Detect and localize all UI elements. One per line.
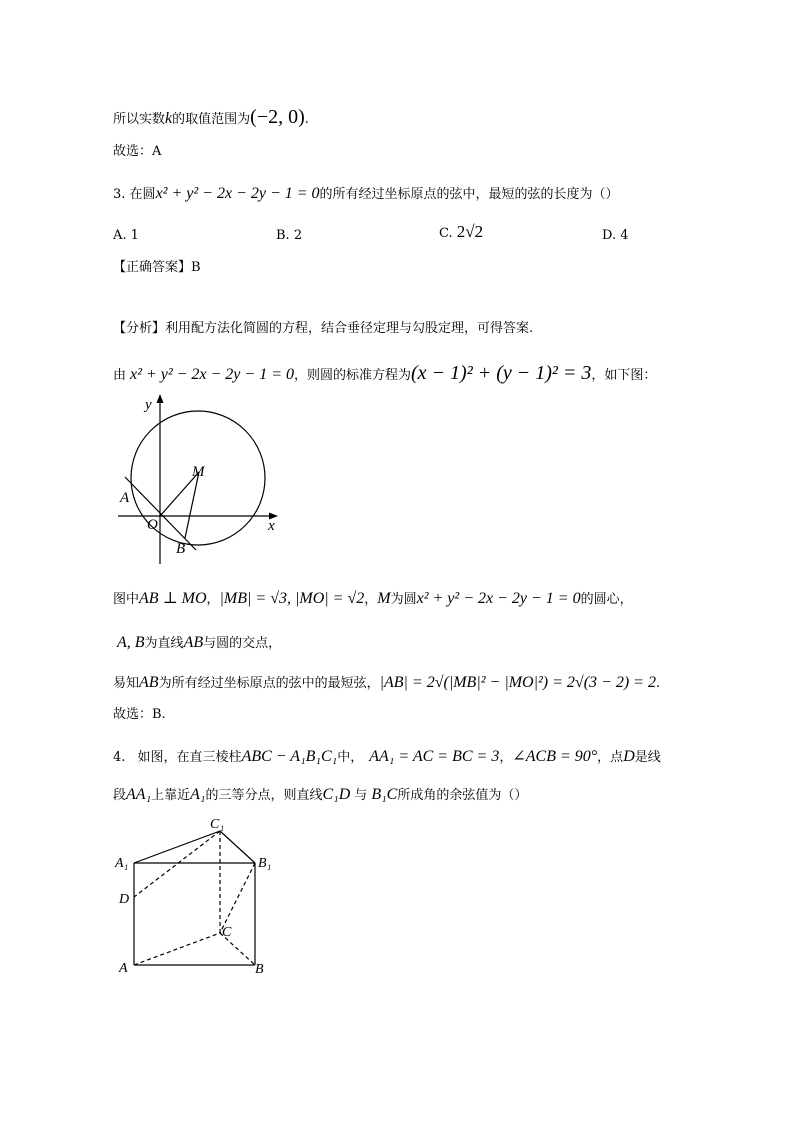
analysis-line: 【分析】利用配方法化简圆的方程，结合垂径定理与勾股定理，可得答案. bbox=[113, 321, 534, 336]
text: 的圆心， bbox=[580, 592, 633, 607]
option-C bbox=[439, 222, 483, 242]
angle-condition: ∠ACB = 90° bbox=[512, 748, 598, 765]
text: ， bbox=[499, 750, 513, 765]
segment-AA1: AA₁ bbox=[126, 786, 152, 803]
text: ，点 bbox=[597, 750, 624, 765]
text: 段 bbox=[113, 788, 127, 803]
text: . bbox=[655, 676, 661, 691]
points-AB: A, B bbox=[117, 634, 145, 651]
solution-line-4 bbox=[113, 674, 660, 693]
text: 所以实数 bbox=[113, 112, 166, 127]
length-values: |MB| = √3, |MO| = √2 bbox=[219, 590, 365, 607]
prism-figure bbox=[110, 815, 280, 980]
answer-line: 【正确答案】B bbox=[113, 260, 201, 275]
question-number: 4. bbox=[113, 750, 126, 765]
option-B: B. 2 bbox=[276, 228, 303, 243]
y-axis-label: y bbox=[145, 397, 152, 413]
choice-A-line: 故选：A bbox=[113, 144, 162, 159]
text: 所成角的余弦值为（） bbox=[397, 788, 528, 803]
text: 由 bbox=[113, 368, 127, 383]
point-A1-label: A₁ bbox=[115, 856, 129, 871]
text: 中， bbox=[337, 750, 364, 765]
text: C. bbox=[439, 226, 453, 241]
point-M-label: M bbox=[192, 464, 205, 480]
question-4-line-1 bbox=[113, 748, 661, 767]
text: 与 bbox=[354, 788, 368, 803]
x-axis-label: x bbox=[268, 518, 275, 534]
standard-equation: (x − 1)² + (y − 1)² = 3 bbox=[411, 362, 592, 384]
chord-length-calc: |AB| = 2√(|MB|² − |MO|²) = 2√(3 − 2) = 2 bbox=[379, 674, 656, 691]
var-M: M bbox=[377, 590, 391, 607]
point-D-label: D bbox=[119, 892, 130, 907]
line-AB: AB bbox=[183, 634, 204, 651]
text: 如图，在直三棱柱 bbox=[137, 750, 242, 765]
text: ， bbox=[364, 592, 378, 607]
text: 图中 bbox=[113, 592, 140, 607]
range-value: (−2, 0) bbox=[250, 106, 305, 128]
text: 的三等分点，则直线 bbox=[205, 788, 323, 803]
text: 的所有经过坐标原点的弦中，最短的弦的长度为（） bbox=[319, 187, 619, 202]
line-C1D: C₁D bbox=[322, 786, 351, 803]
point-B-label: B bbox=[255, 962, 264, 977]
point-B1-label: B₁ bbox=[258, 856, 272, 871]
text: 易知 bbox=[113, 676, 140, 691]
range-conclusion-line bbox=[113, 108, 309, 129]
text: ， bbox=[206, 592, 220, 607]
text: ，则圆的标准方程为 bbox=[294, 368, 412, 383]
point-C1-label: C₁ bbox=[210, 817, 225, 832]
text: 为圆 bbox=[390, 592, 417, 607]
solution-line-2 bbox=[113, 590, 633, 609]
var-D: D bbox=[623, 748, 635, 765]
point-O-label: O bbox=[147, 517, 158, 533]
text: 在圆 bbox=[129, 187, 156, 202]
point-A-label: A bbox=[120, 490, 130, 506]
point-A-label: A bbox=[119, 961, 128, 976]
var-k: k bbox=[165, 110, 173, 127]
circle-equation: x² + y² − 2x − 2y − 1 = 0 bbox=[416, 590, 581, 607]
question-3 bbox=[113, 185, 619, 204]
text: . bbox=[304, 112, 309, 127]
option-C-value: 2√2 bbox=[456, 222, 484, 241]
prism-name: ABC − A₁B₁C₁ bbox=[241, 748, 338, 765]
question-number: 3. bbox=[113, 187, 126, 202]
text: 与圆的交点， bbox=[203, 636, 282, 651]
text: ，如下图： bbox=[591, 368, 657, 383]
point-B-label: B bbox=[176, 541, 186, 557]
text: 上靠近 bbox=[151, 788, 191, 803]
line-AB: AB bbox=[139, 674, 159, 691]
option-D: D. 4 bbox=[602, 228, 629, 243]
text: 为直线 bbox=[144, 636, 184, 651]
point-A1: A₁ bbox=[190, 786, 206, 803]
circle-figure bbox=[110, 392, 290, 567]
text: 为所有经过坐标原点的弦中的最短弦， bbox=[158, 676, 380, 691]
perpendicular-relation: AB ⊥ MO bbox=[139, 590, 207, 607]
choice-B-line: 故选：B. bbox=[113, 707, 166, 722]
circle-equation: x² + y² − 2x − 2y − 1 = 0 bbox=[130, 366, 294, 383]
text: 是线 bbox=[634, 750, 661, 765]
question-4-line-2 bbox=[113, 786, 527, 805]
text: 的取值范围为 bbox=[172, 112, 251, 127]
length-condition: AA₁ = AC = BC = 3 bbox=[369, 748, 500, 765]
solution-line-1 bbox=[113, 364, 656, 385]
point-C-label: C bbox=[222, 925, 232, 940]
option-A: A. 1 bbox=[113, 228, 139, 243]
circle-equation: x² + y² − 2x − 2y − 1 = 0 bbox=[155, 185, 320, 202]
solution-line-3 bbox=[117, 634, 281, 653]
line-B1C: B₁C bbox=[371, 786, 398, 803]
